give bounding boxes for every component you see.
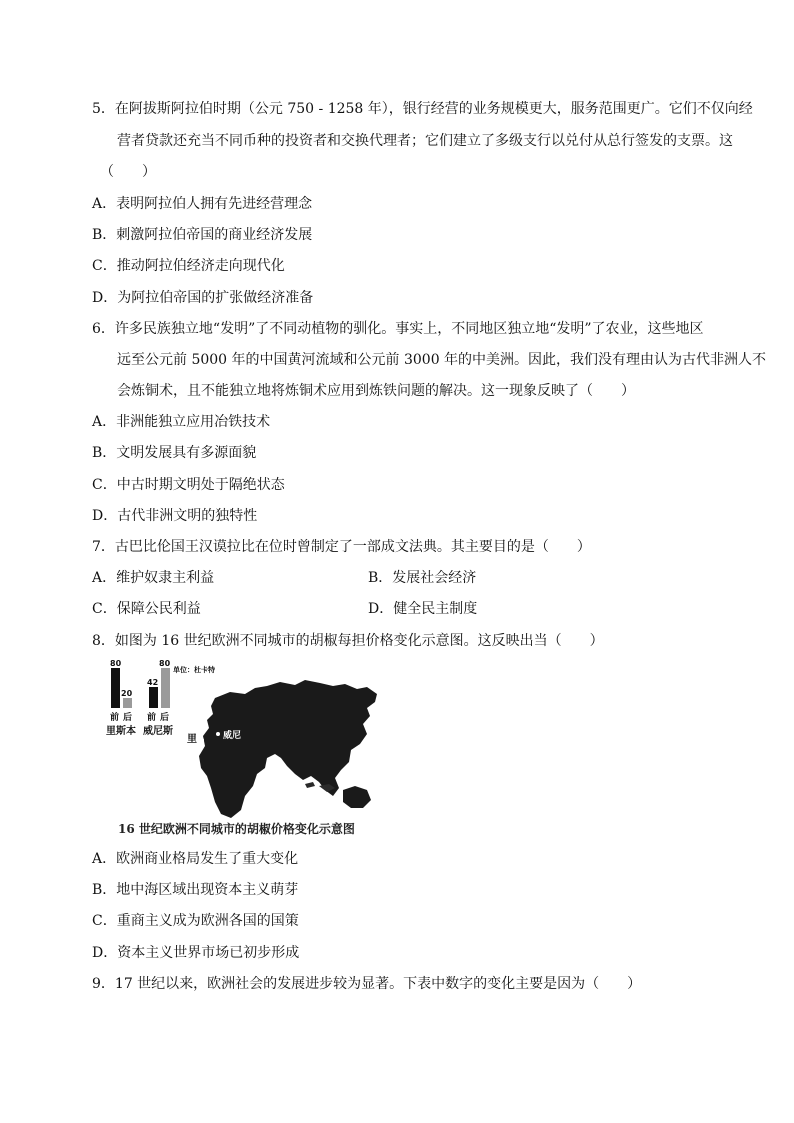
lisbon-before-bar bbox=[111, 668, 120, 708]
q8-option-d: D．资本主义世界市场已初步形成 bbox=[92, 945, 300, 961]
q7-option-a: A．维护奴隶主利益 bbox=[92, 570, 215, 586]
q5-answer-blank: （ ） bbox=[100, 164, 156, 180]
lisbon-marker bbox=[200, 738, 204, 742]
q6-stem-line-1: 6．许多民族独立地“发明”了不同动植物的驯化。事实上，不同地区独立地“发明”了农业，这些地区 bbox=[92, 321, 704, 337]
lisbon-before-label: 前 bbox=[110, 713, 120, 723]
map-label-lisbon: 里 bbox=[187, 734, 197, 745]
q6-option-c: C．中古时期文明处于隔绝状态 bbox=[92, 477, 285, 493]
q6-option-d: D．古代非洲文明的独特性 bbox=[92, 508, 258, 524]
lisbon-after-bar bbox=[123, 698, 132, 708]
q5-option-d: D．为阿拉伯帝国的扩张做经济准备 bbox=[92, 290, 314, 306]
q7-stem: 7．古巴比伦国王汉谟拉比在位时曾制定了一部成文法典。其主要目的是（ ） bbox=[92, 539, 591, 555]
venice-before-value: 42 bbox=[147, 678, 159, 687]
lisbon-city-label: 里斯本 bbox=[106, 726, 136, 737]
q5-option-a: A．表明阿拉伯人拥有先进经营理念 bbox=[92, 196, 313, 212]
map-label-venice: 威尼 bbox=[223, 731, 242, 741]
q6-option-a: A．非洲能独立应用冶铁技术 bbox=[92, 414, 271, 430]
venice-after-value: 80 bbox=[159, 659, 171, 668]
lisbon-after-value: 20 bbox=[121, 689, 133, 698]
q9-stem: 9．17 世纪以来，欧洲社会的发展进步较为显著。下表中数字的变化主要是因为（ ） bbox=[92, 976, 642, 992]
venice-before-label: 前 bbox=[147, 713, 157, 723]
q8-stem: 8．如图为 16 世纪欧洲不同城市的胡椒每担价格变化示意图。这反映出当（ ） bbox=[92, 633, 604, 649]
pepper-price-map-figure bbox=[105, 658, 395, 843]
venice-before-bar bbox=[149, 687, 158, 708]
australia-silhouette bbox=[343, 786, 371, 808]
pepper-price-map bbox=[105, 658, 395, 823]
q7-option-d: D．健全民主制度 bbox=[368, 601, 478, 617]
venice-after-label: 后 bbox=[160, 713, 170, 723]
q7-option-c: C．保障公民利益 bbox=[92, 601, 201, 617]
q6-stem-line-3: 会炼铜术，且不能独立地将炼铜术应用到炼铁问题的解决。这一现象反映了（ ） bbox=[117, 383, 635, 399]
unit-label: 单位：杜卡特 bbox=[173, 666, 215, 674]
venice-after-bar bbox=[161, 668, 170, 708]
figure-caption: 16 世纪欧洲不同城市的胡椒价格变化示意图 bbox=[118, 822, 355, 836]
q5-stem-line-1: 5．在阿拔斯阿拉伯时期（公元 750 - 1258 年），银行经营的业务规模更大，服务范围更广。它们不仅向经 bbox=[92, 101, 753, 117]
q6-option-b: B．文明发展具有多源面貌 bbox=[92, 445, 257, 461]
venice-city-label: 威尼斯 bbox=[143, 726, 173, 737]
q7-option-b: B．发展社会经济 bbox=[368, 570, 477, 586]
lisbon-before-value: 80 bbox=[110, 659, 122, 668]
lisbon-after-label: 后 bbox=[123, 713, 133, 723]
venice-marker bbox=[216, 732, 220, 736]
q8-option-a: A．欧洲商业格局发生了重大变化 bbox=[92, 851, 299, 867]
q8-option-c: C．重商主义成为欧洲各国的国策 bbox=[92, 913, 299, 929]
q5-option-c: C．推动阿拉伯经济走向现代化 bbox=[92, 258, 285, 274]
q5-option-b: B．刺激阿拉伯帝国的商业经济发展 bbox=[92, 227, 313, 243]
q8-option-b: B．地中海区域出现资本主义萌芽 bbox=[92, 882, 299, 898]
q5-stem-line-2: 营者贷款还充当不同币种的投资者和交换代理者；它们建立了多级支行以兑付从总行签发的支票。这 bbox=[117, 133, 733, 149]
q6-stem-line-2: 远至公元前 5000 年的中国黄河流域和公元前 3000 年的中美洲。因此，我们没有理由认为古代非洲人不 bbox=[117, 352, 767, 368]
